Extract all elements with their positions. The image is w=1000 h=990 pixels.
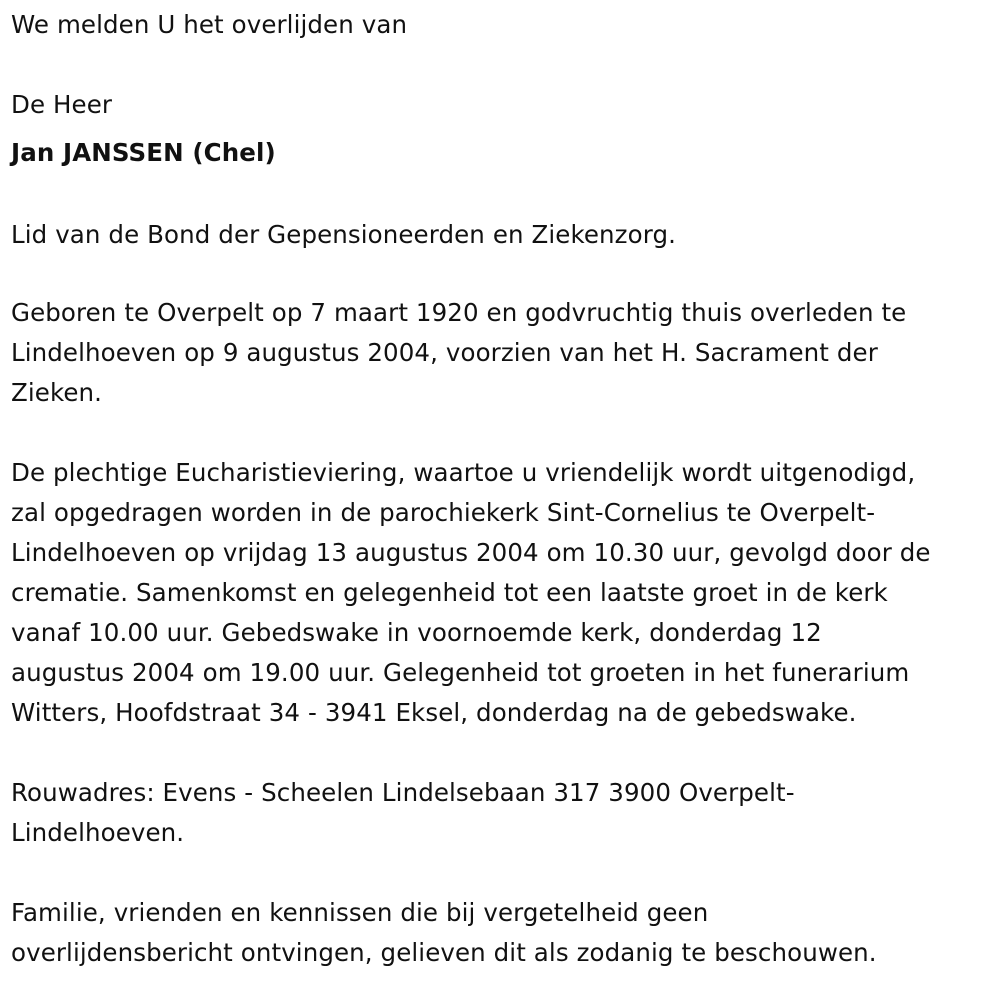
ceremony-line-4: crematie. Samenkomst en gelegenheid tot een laatste groet in de kerk [11,578,888,607]
deceased-name: Jan JANSSEN (Chel) [11,138,276,167]
mourning-address-line-1: Rouwadres: Evens - Scheelen Lindelsebaan 317 3900 Overpelt- [11,778,795,807]
ceremony-line-7: Witters, Hoofdstraat 34 - 3941 Eksel, donderdag na de gebedswake. [11,698,857,727]
membership-text: Lid van de Bond der Gepensioneerden en Ziekenzorg. [11,220,677,249]
ceremony-line-5: vanaf 10.00 uur. Gebedswake in voornoemde kerk, donderdag 12 [11,618,822,647]
ceremony-line-3: Lindelhoeven op vrijdag 13 augustus 2004 om 10.30 uur, gevolgd door de [11,538,931,567]
salutation: De Heer [11,90,113,119]
closing-line-2: overlijdensbericht ontvingen, gelieven dit als zodanig te beschouwen. [11,938,877,967]
birth-death-line-3: Zieken. [11,378,103,407]
closing-line-1: Familie, vrienden en kennissen die bij vergetelheid geen [11,898,709,927]
birth-death-line-2: Lindelhoeven op 9 augustus 2004, voorzien van het H. Sacrament der [11,338,878,367]
ceremony-line-6: augustus 2004 om 19.00 uur. Gelegenheid tot groeten in het funerarium [11,658,910,687]
ceremony-line-1: De plechtige Eucharistieviering, waartoe u vriendelijk wordt uitgenodigd, [11,458,916,487]
mourning-address-line-2: Lindelhoeven. [11,818,185,847]
birth-death-line-1: Geboren te Overpelt op 7 maart 1920 en godvruchtig thuis overleden te [11,298,907,327]
intro-text: We melden U het overlijden van [11,10,408,39]
ceremony-line-2: zal opgedragen worden in de parochiekerk Sint-Cornelius te Overpelt- [11,498,876,527]
